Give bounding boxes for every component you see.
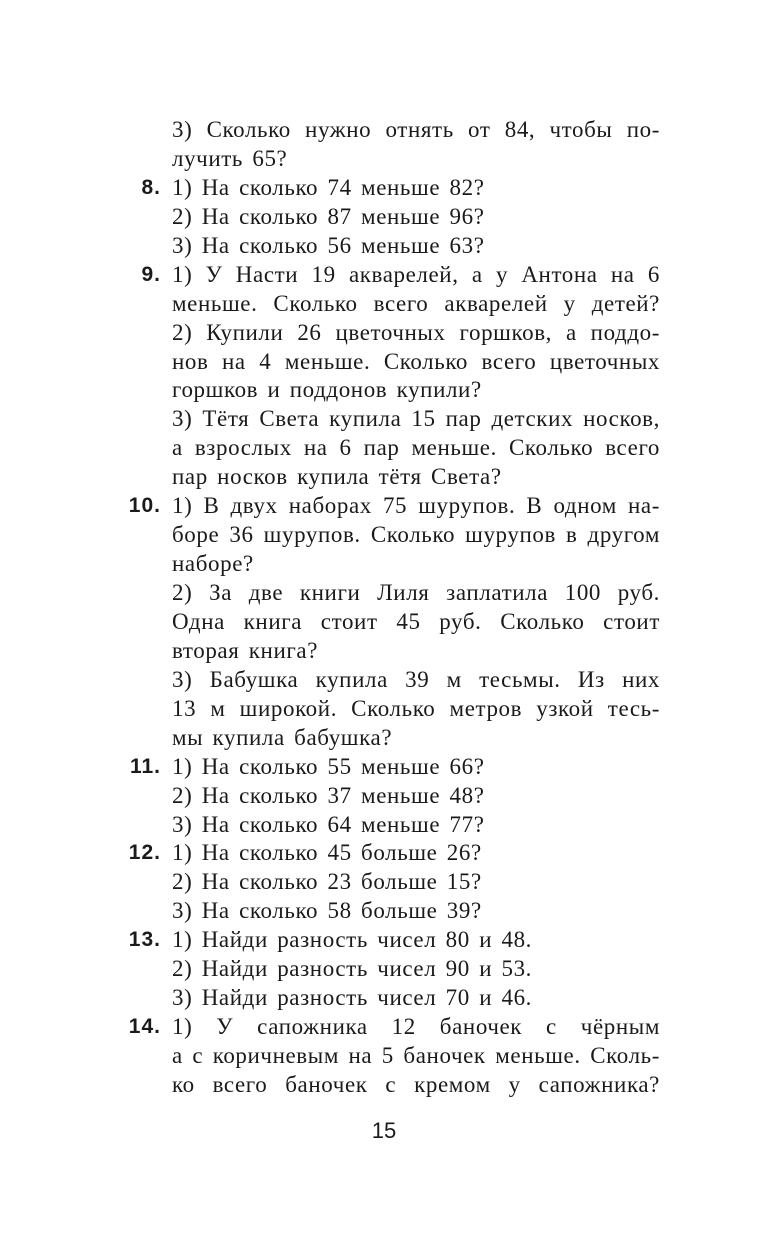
text-line [0, 463, 768, 492]
line-text: меньше. Сколько всего акварелей у детей? [172, 290, 660, 316]
line-text: вторая книга? [172, 637, 319, 663]
exercise-text [0, 116, 768, 1100]
text-line [0, 348, 768, 377]
text-line [0, 724, 768, 753]
text-line [0, 521, 768, 550]
line-text: боре 36 шурупов. Сколько шурупов в другом [172, 522, 660, 548]
text-line [0, 376, 768, 405]
line-text: 1) У сапожника 12 баночек с чёрным [172, 1014, 660, 1040]
line-text: ко всего баночек с кремом у сапожника? [172, 1071, 660, 1097]
line-text: 1) В двух наборах 75 шурупов. В одном на- [172, 493, 660, 519]
text-line [0, 955, 768, 984]
text-line [0, 145, 768, 174]
text-line [0, 405, 768, 434]
text-line [0, 1013, 768, 1042]
text-line [0, 666, 768, 695]
line-text: 2) Купили 26 цветочных горшков, а поддо- [172, 319, 660, 345]
line-text: наборе? [172, 551, 254, 577]
exercise-number: 11. [129, 754, 161, 778]
exercise-number: 12. [128, 841, 161, 865]
text-line [0, 753, 768, 782]
text-line [0, 290, 768, 319]
line-text: нов на 4 меньше. Сколько всего цветочных [172, 348, 660, 374]
line-text: 1) На сколько 45 больше 26? [172, 840, 482, 866]
line-text: 2) Найди разность чисел 90 и 53. [172, 956, 533, 982]
line-text: 3) Тётя Света купила 15 пар детских носков, [172, 406, 660, 432]
text-line [0, 839, 768, 868]
line-text: лучить 65? [172, 145, 288, 171]
text-line [0, 232, 768, 261]
text-line [0, 579, 768, 608]
line-text: Одна книга стоит 45 руб. Сколько стоит [172, 608, 660, 634]
exercise-number: 14. [128, 1015, 161, 1039]
text-line [0, 1042, 768, 1071]
text-line [0, 868, 768, 897]
text-line [0, 782, 768, 811]
line-text: 2) На сколько 37 меньше 48? [172, 782, 485, 808]
text-line [0, 897, 768, 926]
text-line [0, 637, 768, 666]
line-text: 3) На сколько 64 меньше 77? [172, 811, 485, 837]
text-line [0, 434, 768, 463]
line-text: 2) За две книги Лиля заплатила 100 руб. [172, 580, 660, 605]
text-line [0, 116, 768, 145]
line-text: 1) Найди разность чисел 80 и 48. [172, 927, 533, 953]
line-text: горшков и поддонов купили? [172, 377, 482, 403]
text-line [0, 695, 768, 724]
page-number: 15 [371, 1118, 397, 1143]
exercise-number: 9. [141, 262, 161, 286]
line-text: 1) На сколько 55 меньше 66? [172, 753, 485, 779]
line-text: 13 м широкой. Сколько метров узкой тесь- [172, 695, 660, 721]
line-text: 1) У Насти 19 акварелей, а у Антона на 6 [172, 261, 660, 287]
line-text: мы купила бабушка? [172, 724, 393, 750]
text-line [0, 319, 768, 348]
line-text: 1) На сколько 74 меньше 82? [172, 174, 485, 200]
text-line [0, 984, 768, 1013]
line-text: 2) На сколько 87 меньше 96? [172, 203, 485, 229]
text-line [0, 926, 768, 955]
line-text: 3) Бабушка купила 39 м тесьмы. Из них [172, 666, 660, 692]
text-line [0, 1071, 768, 1100]
line-text: пар носков купила тётя Света? [172, 464, 502, 490]
exercise-number: 10. [128, 494, 161, 518]
exercise-number: 13. [128, 928, 161, 952]
text-line [0, 203, 768, 232]
line-text: а с коричневым на 5 баночек меньше. Сколь- [172, 1043, 660, 1068]
line-text: 2) На сколько 23 больше 15? [172, 869, 482, 895]
text-line [0, 492, 768, 521]
exercise-number: 8. [141, 175, 161, 199]
text-line [0, 550, 768, 579]
line-text: 3) На сколько 58 больше 39? [172, 898, 482, 924]
text-line [0, 811, 768, 840]
line-text: 3) Сколько нужно отнять от 84, чтобы по- [172, 117, 660, 142]
line-text: 3) На сколько 56 меньше 63? [172, 232, 485, 258]
text-line [0, 174, 768, 203]
text-line [0, 608, 768, 637]
line-text: 3) Найди разность чисел 70 и 46. [172, 985, 533, 1011]
line-text: а взрослых на 6 пар меньше. Сколько всего [172, 435, 660, 461]
text-line [0, 261, 768, 290]
